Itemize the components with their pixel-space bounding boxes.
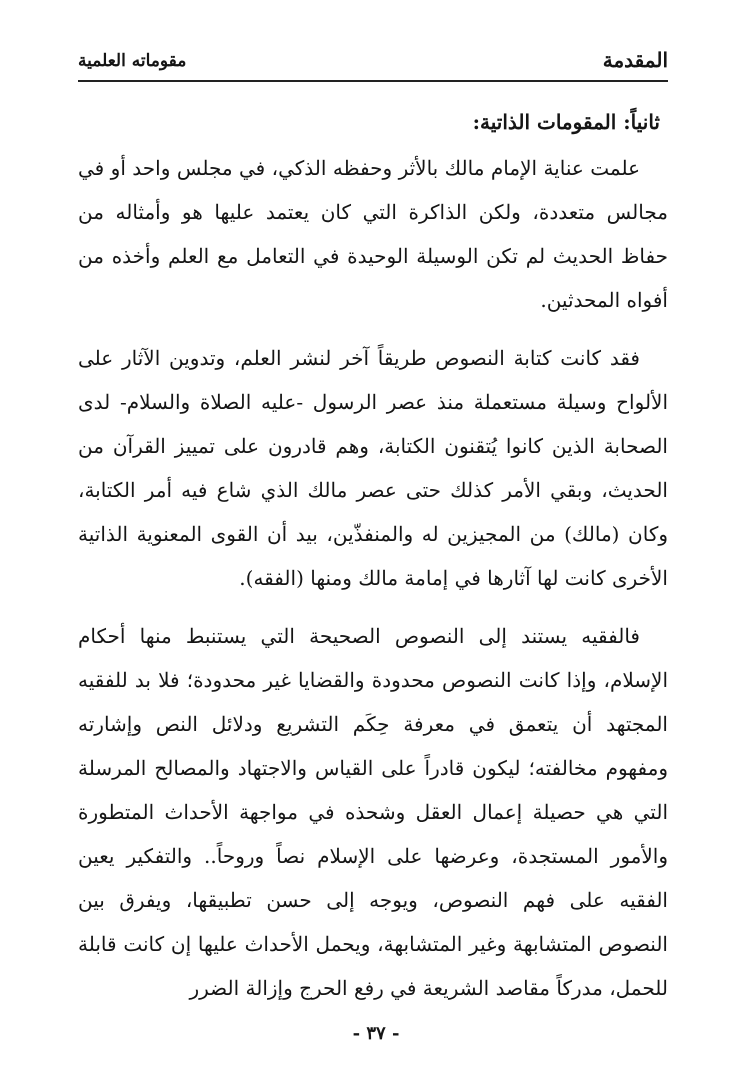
paragraph: فقد كانت كتابة النصوص طريقاً آخر لنشر العلم، وتدوين الآثار على الألواح وسيلة مستعملة منذ عصر الرسول -عليه الصلاة والسلام- لدى الصحابة الذين كانوا يُتقنون الكتابة، وهم قادرون على تمييز القرآن من الحديث، وبقي الأمر كذلك حتى عصر مالك الذي شاع فيه أمر الكتابة، وكان (مالك) من المجيزين له والمنفذّين، بيد أن القوى المعنوية الذاتية الأخرى كانت لها آثارها في إمامة مالك ومنها (الفقه).	[78, 346, 668, 590]
paragraph: فالفقيه يستند إلى النصوص الصحيحة التي يستنبط منها أحكام الإسلام، وإذا كانت النصوص محدودة والقضايا غير محدودة؛ فلا بد للفقيه المجتهد أن يتعمق في معرفة حِكَم التشريع ودلائل النص وإشارته ومفهوم مخالفته؛ ليكون قادراً على القياس والاجتهاد والمصالح المرسلة التي هي حصيلة إعمال العقل وشحذه في مواجهة الأحداث المتطورة والأمور المستجدة، وعرضها على الإسلام نصاً وروحاً.. والتفكير يعين الفقيه على فهم النصوص، ويوجه إلى حسن تطبيقها، ويفرق بين النصوص المتشابهة وغير المتشابهة، ويحمل الأحداث عليها إن كانت قابلة للحمل، مدركاً مقاصد الشريعة في رفع الحرج وإزالة الضرر	[78, 624, 668, 1000]
section-title: مقوماته العلمية	[78, 51, 187, 71]
page-body	[78, 98, 668, 1010]
running-header	[78, 46, 668, 82]
page-number: - ٣٧ -	[352, 1023, 400, 1044]
paragraph: علمت عناية الإمام مالك بالأثر وحفظه الذكي، في مجلس واحد أو في مجالس متعددة، ولكن الذاكرة التي كان يعتمد عليها هو وأمثاله من حفاظ الحديث لم تكن الوسيلة الوحيدة في التعامل مع العلم وأخذه من أفواه المحدثين.	[78, 156, 668, 312]
chapter-title: المقدمة	[602, 48, 668, 72]
section-heading: ثانياً: المقومات الذاتية:	[472, 110, 660, 134]
